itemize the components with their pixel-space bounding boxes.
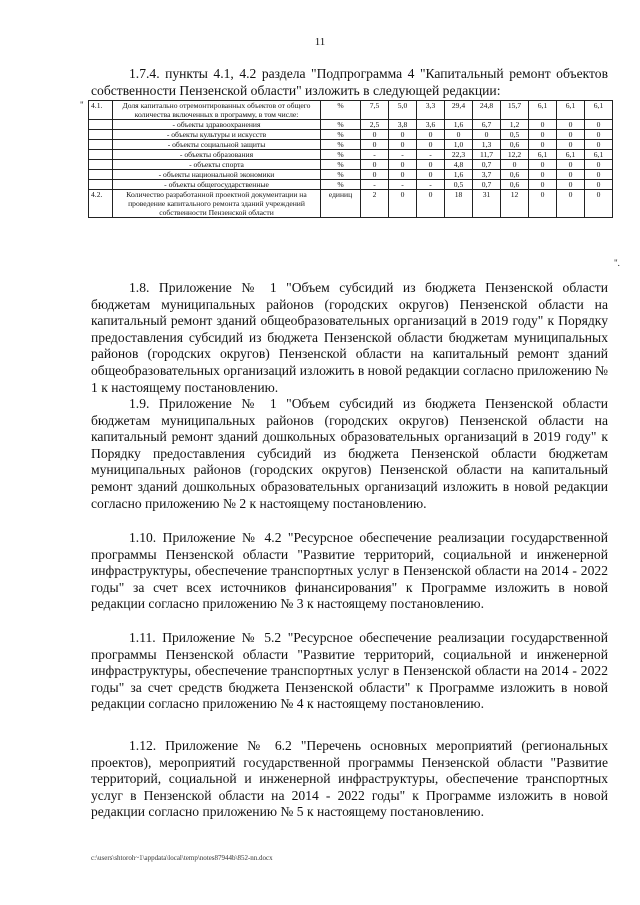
value-cell: 0	[585, 180, 613, 190]
value-cell: 0,5	[501, 130, 529, 140]
value-cell: 0	[417, 160, 445, 170]
value-cell: 0	[445, 130, 473, 140]
value-cell: 6,1	[557, 150, 585, 160]
paragraph-1-8	[91, 280, 608, 396]
value-cell: -	[361, 150, 389, 160]
value-cell: 0	[557, 160, 585, 170]
value-cell: 3,8	[389, 120, 417, 130]
value-cell: -	[389, 150, 417, 160]
indicator-table-body	[89, 101, 613, 218]
paragraph-1-11	[91, 630, 608, 713]
indicator-name-cell: - объекты культуры и искусств	[113, 130, 321, 140]
value-cell: 0	[529, 190, 557, 218]
unit-cell: %	[321, 150, 361, 160]
unit-cell: %	[321, 120, 361, 130]
value-cell: 0,7	[473, 160, 501, 170]
paragraph-1-8-text: 1.8. Приложение № 1 "Объем субсидий из бюджета Пензенской области бюджетам муниципальных районов (городских округов) Пензенской области на капитальный ремонт зданий общеобразовательных организаций в 2019 году" к Порядку предоставления субсидий из бюджета Пензенской области бюджетам муниципальных районов (городских округов) Пензенской области на капитальный ремонт зданий общеобразовательных организаций изложить в новой редакции согласно приложению № 1 к настоящему постановлению.	[91, 280, 608, 395]
value-cell: 0	[361, 170, 389, 180]
row-number-cell	[89, 180, 113, 190]
row-number-cell	[89, 150, 113, 160]
table-row	[89, 130, 613, 140]
table-row	[89, 170, 613, 180]
value-cell: 3,7	[473, 170, 501, 180]
value-cell: 6,7	[473, 120, 501, 130]
page-number: 11	[314, 36, 326, 48]
indicator-name-cell: - объекты социальной защиты	[113, 140, 321, 150]
value-cell: 12	[501, 190, 529, 218]
value-cell: 0	[389, 170, 417, 180]
value-cell: 0,6	[501, 170, 529, 180]
value-cell: 0	[585, 130, 613, 140]
table-row	[89, 190, 613, 218]
value-cell: -	[417, 150, 445, 160]
file-path-footer: c:\users\shtoroh~1\appdata\local\temp\notes87944b\852-nn.docx	[91, 854, 273, 862]
value-cell: 4,8	[445, 160, 473, 170]
unit-cell: %	[321, 130, 361, 140]
value-cell: 7,5	[361, 101, 389, 120]
value-cell: 0	[389, 190, 417, 218]
value-cell: 6,1	[529, 150, 557, 160]
indicator-name-cell: Количество разработанной проектной документации на проведение капитального ремонта зданий учреждений собственности Пензенской области	[113, 190, 321, 218]
value-cell: 0	[529, 160, 557, 170]
value-cell: 0	[417, 170, 445, 180]
row-number-cell	[89, 120, 113, 130]
indicator-table	[88, 100, 613, 218]
value-cell: 0	[417, 130, 445, 140]
paragraph-1-12-text: 1.12. Приложение № 6.2 "Перечень основных мероприятий (региональных проектов), мероприятий государственной программы Пензенской области "Развитие территорий, социальной и инженерной инфраструктуры, обеспечение транспортных услуг в Пензенской области на 2014 - 2022 годы" к Программе изложить в новой редакции согласно приложению № 5 к настоящему постановлению.	[91, 738, 608, 820]
paragraph-1-12	[91, 738, 608, 821]
value-cell: 6,1	[557, 101, 585, 120]
unit-cell: %	[321, 170, 361, 180]
value-cell: 0	[557, 120, 585, 130]
indicator-name-cell: - объекты здравоохранения	[113, 120, 321, 130]
row-number-cell: 4.2.	[89, 190, 113, 218]
paragraph-1-9-text: 1.9. Приложение № 1 "Объем субсидий из бюджета Пензенской области бюджетам муниципальных районов (городских округов) Пензенской области на капитальный ремонт зданий дошкольных образовательных организаций в 2019 году" к Порядку предоставления субсидий из бюджета Пензенской области бюджетам муниципальных районов (городских округов) Пензенской области на капитальный ремонт зданий дошкольных образовательных организаций изложить в новой редакции согласно приложению № 2 к настоящему постановлению.	[91, 396, 608, 511]
intro-text: 1.7.4. пункты 4.1, 4.2 раздела "Подпрограмма 4 "Капитальный ремонт объектов собственности Пензенской области" изложить в следующей редакции:	[91, 66, 608, 98]
value-cell: 24,8	[473, 101, 501, 120]
value-cell: 22,3	[445, 150, 473, 160]
indicator-name-cell: - объекты общегосударственные	[113, 180, 321, 190]
table-row	[89, 150, 613, 160]
value-cell: 3,6	[417, 120, 445, 130]
value-cell: 0,6	[501, 180, 529, 190]
value-cell: 0	[529, 120, 557, 130]
table-row	[89, 140, 613, 150]
value-cell: 0	[557, 130, 585, 140]
unit-cell: %	[321, 160, 361, 170]
value-cell: 6,1	[585, 101, 613, 120]
row-number-cell	[89, 130, 113, 140]
value-cell: 15,7	[501, 101, 529, 120]
value-cell: 12,2	[501, 150, 529, 160]
value-cell: 1,6	[445, 170, 473, 180]
value-cell: 1,6	[445, 120, 473, 130]
indicator-table-container	[88, 100, 612, 218]
value-cell: 2,5	[361, 120, 389, 130]
value-cell: 0	[389, 160, 417, 170]
unit-cell: %	[321, 101, 361, 120]
value-cell: 0	[389, 130, 417, 140]
value-cell: 2	[361, 190, 389, 218]
row-number-cell	[89, 140, 113, 150]
value-cell: 11,7	[473, 150, 501, 160]
value-cell: -	[417, 180, 445, 190]
value-cell: 0	[585, 170, 613, 180]
value-cell: 0	[557, 170, 585, 180]
row-number-cell	[89, 160, 113, 170]
value-cell: 3,3	[417, 101, 445, 120]
paragraph-1-10	[91, 530, 608, 613]
value-cell: 0	[529, 170, 557, 180]
value-cell: 0,6	[501, 140, 529, 150]
indicator-name-cell: - объекты спорта	[113, 160, 321, 170]
value-cell: 0	[529, 140, 557, 150]
value-cell: 0	[585, 140, 613, 150]
value-cell: 0	[417, 140, 445, 150]
paragraph-1-11-text: 1.11. Приложение № 5.2 "Ресурсное обеспечение реализации государственной программы Пензенской области "Развитие территорий, социальной и инженерной инфраструктуры, обеспечение транспортных услуг в Пензенской области на 2014 - 2022 годы" за счет средств бюджета Пензенской области" к Программе изложить в новой редакции согласно приложению № 4 к настоящему постановлению.	[91, 630, 608, 712]
table-opening-quote: "	[80, 100, 84, 110]
unit-cell: %	[321, 180, 361, 190]
value-cell: 0,7	[473, 180, 501, 190]
value-cell: 0	[585, 160, 613, 170]
intro-paragraph	[91, 66, 608, 99]
value-cell: 0	[529, 130, 557, 140]
value-cell: 0,5	[445, 180, 473, 190]
value-cell: 0	[361, 140, 389, 150]
table-row	[89, 160, 613, 170]
table-row	[89, 101, 613, 120]
indicator-name-cell: - объекты образования	[113, 150, 321, 160]
value-cell: 0	[585, 190, 613, 218]
value-cell: 0	[529, 180, 557, 190]
value-cell: 5,0	[389, 101, 417, 120]
value-cell: 0	[557, 180, 585, 190]
row-number-cell	[89, 170, 113, 180]
value-cell: 1,2	[501, 120, 529, 130]
value-cell: 0	[557, 140, 585, 150]
value-cell: 0	[585, 120, 613, 130]
value-cell: 0	[501, 160, 529, 170]
value-cell: 0	[417, 190, 445, 218]
row-number-cell: 4.1.	[89, 101, 113, 120]
value-cell: 6,1	[529, 101, 557, 120]
unit-cell: %	[321, 140, 361, 150]
value-cell: 0	[473, 130, 501, 140]
value-cell: 18	[445, 190, 473, 218]
table-closing-quote: ".	[614, 258, 620, 268]
value-cell: 31	[473, 190, 501, 218]
table-row	[89, 180, 613, 190]
value-cell: 0	[557, 190, 585, 218]
value-cell: -	[389, 180, 417, 190]
paragraph-1-9	[91, 396, 608, 512]
value-cell: 0	[361, 130, 389, 140]
value-cell: 6,1	[585, 150, 613, 160]
paragraph-1-10-text: 1.10. Приложение № 4.2 "Ресурсное обеспечение реализации государственной программы Пензенской области "Развитие территорий, социальной и инженерной инфраструктуры, обеспечение транспортных услуг в Пензенской области на 2014 - 2022 годы" за счет всех источников финансирования" к Программе изложить в новой редакции согласно приложению № 3 к настоящему постановлению.	[91, 530, 608, 612]
indicator-name-cell: Доля капитально отремонтированных объектов от общего количества включенных в программу, в том числе:	[113, 101, 321, 120]
value-cell: 1,3	[473, 140, 501, 150]
unit-cell: единиц	[321, 190, 361, 218]
value-cell: 29,4	[445, 101, 473, 120]
value-cell: 0	[361, 160, 389, 170]
value-cell: 1,0	[445, 140, 473, 150]
value-cell: 0	[389, 140, 417, 150]
indicator-name-cell: - объекты национальной экономики	[113, 170, 321, 180]
value-cell: -	[361, 180, 389, 190]
table-row	[89, 120, 613, 130]
